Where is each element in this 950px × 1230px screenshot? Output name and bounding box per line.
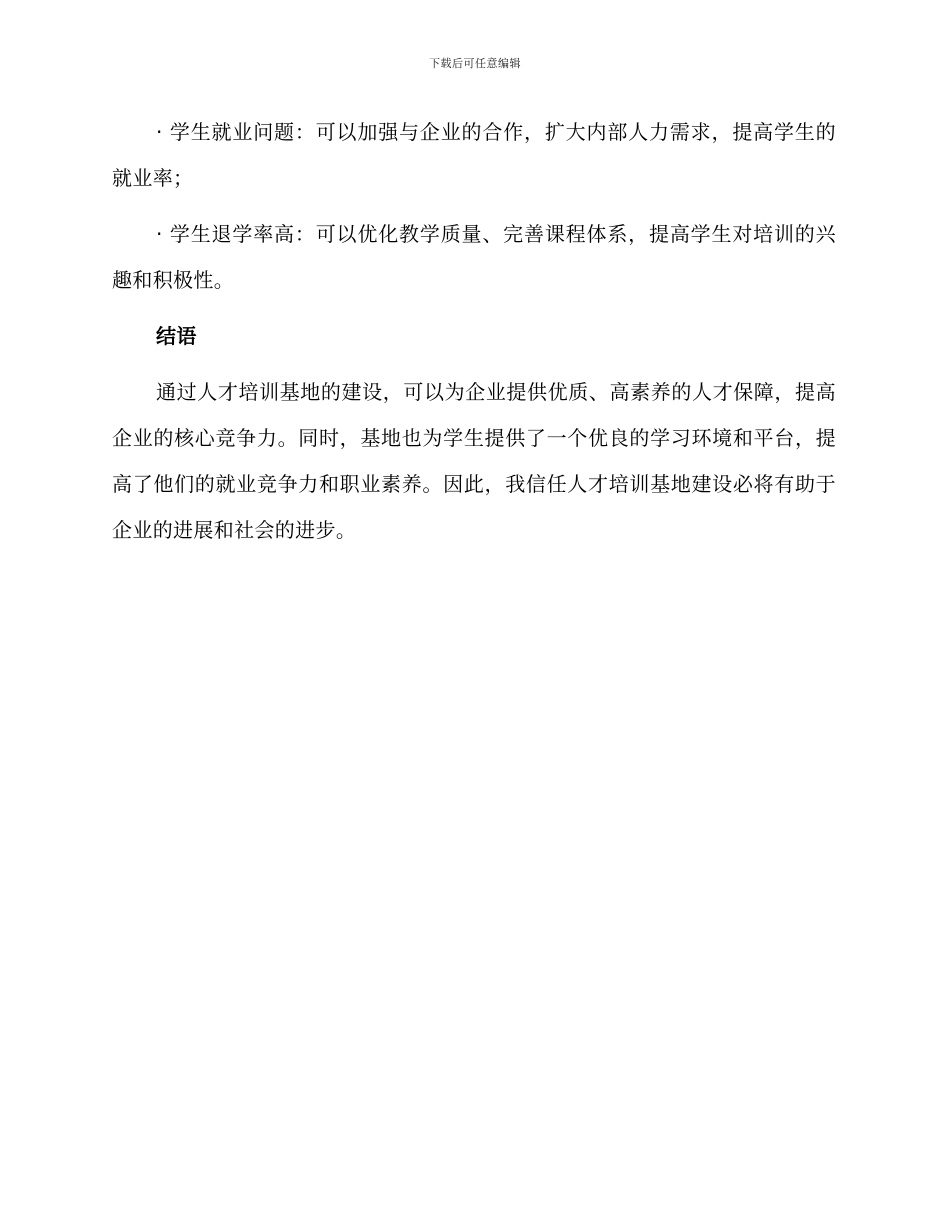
- document-body: [112, 109, 836, 553]
- bullet-dropout: · 学生退学率高：可以优化教学质量、完善课程体系，提高学生对培训的兴趣和积极性。: [112, 222, 836, 292]
- page-header: 下载后可任意编辑: [429, 57, 521, 70]
- conclusion-paragraph: 通过人才培训基地的建设，可以为企业提供优质、高素养的人才保障，提高企业的核心竞争力。同时，基地也为学生提供了一个优良的学习环境和平台，提高了他们的就业竞争力和职业素养。因此，我信任人才培训基地建设必将有助于企业的进展和社会的进步。: [112, 380, 836, 542]
- bullet-employment: · 学生就业问题：可以加强与企业的合作，扩大内部人力需求，提高学生的就业率；: [112, 120, 836, 190]
- conclusion-heading: 结语: [156, 324, 197, 348]
